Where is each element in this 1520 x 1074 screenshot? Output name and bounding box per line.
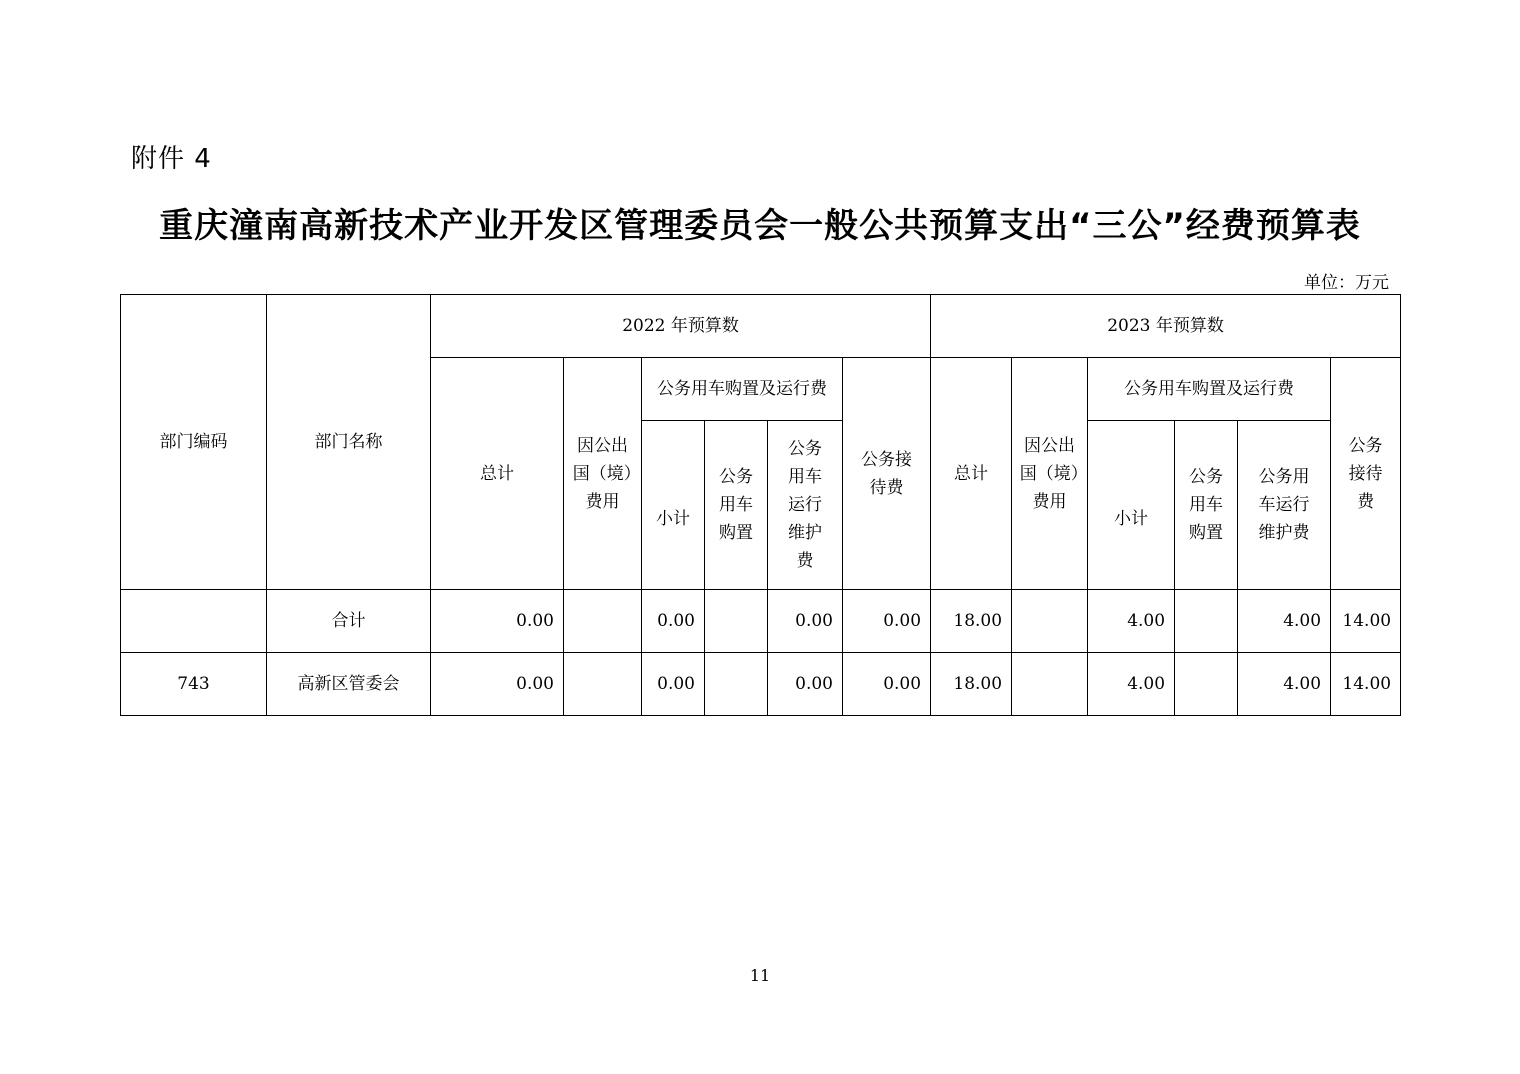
cell-2022-subtotal: 0.00 [642,653,705,716]
header-2023-car-purchase: 公务用车购置 [1175,421,1238,590]
cell-2022-total: 0.00 [431,590,564,653]
header-2023-car-group: 公务用车购置及运行费 [1088,358,1331,421]
unit-label: 单位：万元 [1304,273,1389,293]
header-dept-name: 部门名称 [267,295,431,590]
cell-2023-purchase [1175,590,1238,653]
cell-2022-reception: 0.00 [843,590,931,653]
cell-2022-purchase [705,653,768,716]
attachment-label: 附件 4 [131,144,212,174]
cell-2022-total: 0.00 [431,653,564,716]
header-2022-car-operation: 公务用车运行维护费 [768,421,843,590]
header-2022-reception: 公务接待费 [843,358,931,590]
table-row [121,590,1401,653]
cell-2023-total: 18.00 [931,590,1012,653]
cell-2023-reception: 14.00 [1331,653,1401,716]
header-year-2023: 2023 年预算数 [931,295,1401,358]
cell-2022-reception: 0.00 [843,653,931,716]
cell-2022-operation: 0.00 [768,590,843,653]
cell-2022-purchase [705,590,768,653]
cell-2022-abroad [564,653,642,716]
header-2022-subtotal: 小计 [642,421,705,590]
cell-dept-code: 743 [121,653,267,716]
header-2022-total: 总计 [431,358,564,590]
header-2022-abroad: 因公出国（境）费用 [564,358,642,590]
cell-2023-purchase [1175,653,1238,716]
page-title: 重庆潼南高新技术产业开发区管理委员会一般公共预算支出“三公”经费预算表 [159,206,1361,246]
header-2023-car-operation: 公务用车运行维护费 [1238,421,1331,590]
cell-2023-subtotal: 4.00 [1088,653,1175,716]
cell-2022-operation: 0.00 [768,653,843,716]
cell-2023-abroad [1012,653,1088,716]
budget-table [120,294,1401,716]
header-2022-car-purchase: 公务用车购置 [705,421,768,590]
header-year-2022: 2022 年预算数 [431,295,931,358]
cell-2023-total: 18.00 [931,653,1012,716]
header-2023-subtotal: 小计 [1088,421,1175,590]
cell-dept-code [121,590,267,653]
cell-2022-abroad [564,590,642,653]
cell-2023-operation: 4.00 [1238,590,1331,653]
cell-dept-name: 高新区管委会 [267,653,431,716]
header-2022-car-group: 公务用车购置及运行费 [642,358,843,421]
table-row [121,653,1401,716]
header-2023-reception: 公务接待费 [1331,358,1401,590]
cell-2022-subtotal: 0.00 [642,590,705,653]
cell-2023-abroad [1012,590,1088,653]
cell-2023-reception: 14.00 [1331,590,1401,653]
cell-2023-subtotal: 4.00 [1088,590,1175,653]
cell-dept-name: 合计 [267,590,431,653]
header-dept-code: 部门编码 [121,295,267,590]
cell-2023-operation: 4.00 [1238,653,1331,716]
header-2023-abroad: 因公出国（境）费用 [1012,358,1088,590]
page-number: 11 [749,966,771,985]
header-2023-total: 总计 [931,358,1012,590]
